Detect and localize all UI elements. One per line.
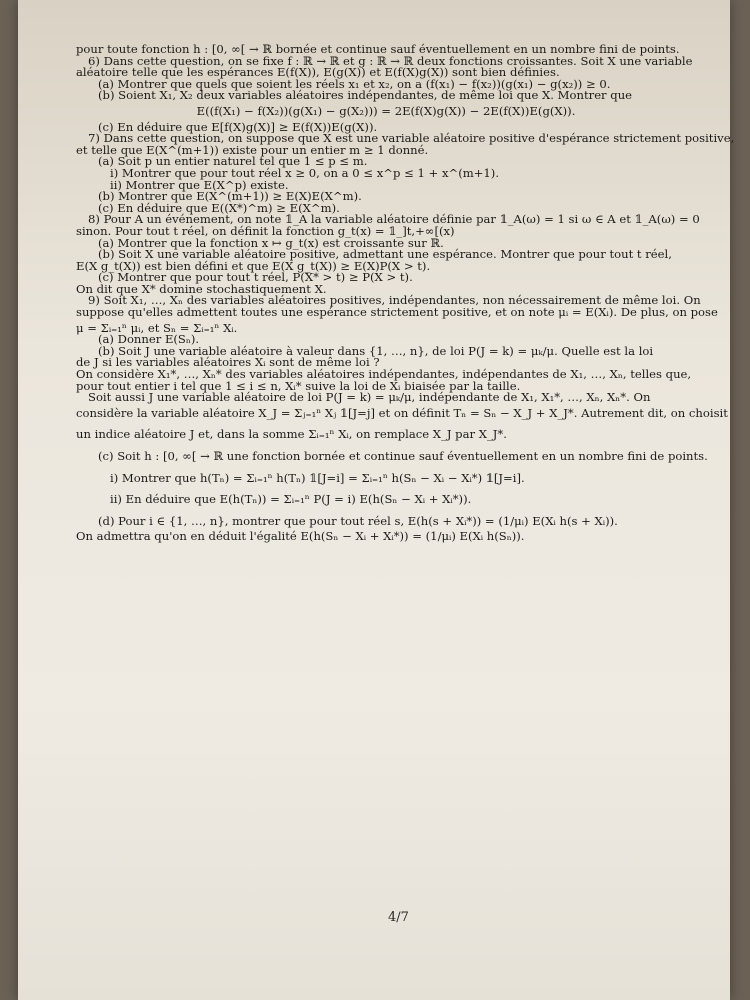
text-line: On admettra qu'on en déduit l'égalité E(h(Sₙ − Xᵢ + Xᵢ*)) = (1/μᵢ) E(Xᵢ h(Sₙ)). [76,529,525,544]
question-8: 8) Pour A un événement, on note 𝟙_A la variable aléatoire définie par 𝟙_A(ω) = 1 si ω ∈ A et 𝟙_A(ω) = 0 [88,212,700,227]
document-body [76,42,735,544]
text-line: sinon. Pour tout t réel, on définit la fonction g_t(x) = 𝟙_]t,+∞[(x) [76,223,455,238]
paper-sheet [18,0,735,1000]
text-line: aléatoire telle que les espérances E(f(X)), E(g(X)) et E(f(X)g(X)) sont bien définies. [76,65,560,80]
text-line: de J si les variables aléatoires Xᵢ sont de même loi ? [76,355,380,370]
question-8c: (c) Montrer que pour tout t réel, P(X* > t) ≥ P(X > t). [98,270,413,285]
text-line: suppose qu'elles admettent toutes une espérance strictement positive, et on note μᵢ = E(Xᵢ). De plus, on pose [76,305,718,320]
question-6: 6) Dans cette question, on se fixe f : ℝ → ℝ et g : ℝ → ℝ deux fonctions croissantes. Soit X une variable [88,53,693,68]
question-9c-i: i) Montrer que h(Tₙ) = Σᵢ₌₁ⁿ h(Tₙ) 𝟙[J=i] = Σᵢ₌₁ⁿ h(Sₙ − Xᵢ − Xᵢ*) 𝟙[J=i]. [110,470,525,485]
question-9b: (b) Soit J une variable aléatoire à valeur dans {1, …, n}, de loi P(J = k) = μₖ/μ. Quelle est la loi [98,343,654,358]
text-line: E(X g_t(X)) est bien défini et que E(X g_t(X)) ≥ E(X)P(X > t). [76,258,431,273]
text-line: On considère X₁*, …, Xₙ* des variables aléatoires indépendantes, indépendantes de X₁, …, Xₙ, telles que, [76,367,692,382]
question-8a: (a) Montrer que la fonction x ↦ g_t(x) est croissante sur ℝ. [98,235,444,250]
text-line: Soit aussi J une variable aléatoire de loi P(J = k) = μₖ/μ, indépendante de X₁, X₁*, …, Xₙ, Xₙ*. On [88,390,651,405]
text-line: On dit que X* domine stochastiquement X. [76,281,327,296]
text-line: un indice aléatoire J et, dans la somme Σᵢ₌₁ⁿ Xᵢ, on remplace X_J par X_J*. [76,427,507,442]
question-9d: (d) Pour i ∈ {1, …, n}, montrer que pour tout réel s, E(h(s + Xᵢ*)) = (1/μᵢ) E(Xᵢ h(s + Xᵢ)). [98,513,618,528]
question-9c: (c) Soit h : [0, ∞[ → ℝ une fonction bornée et continue sauf éventuellement en un nombre fini de points. [98,449,708,463]
question-7a-i: i) Montrer que pour tout réel x ≥ 0, on a 0 ≤ x^p ≤ 1 + x^(m+1). [110,165,500,180]
text-line: et telle que E(X^(m+1)) existe pour un entier m ≥ 1 donné. [76,142,429,157]
question-9a: (a) Donner E(Sₙ). [98,332,200,347]
question-6c: (c) En déduire que E[f(X)g(X)] ≥ E(f(X))E(g(X)). [98,119,378,134]
question-7a: (a) Soit p un entier naturel tel que 1 ≤ p ≤ m. [98,154,368,169]
question-7a-ii: ii) Montrer que E(X^p) existe. [110,177,289,192]
equation: μ = Σᵢ₌₁ⁿ μᵢ, et Sₙ = Σᵢ₌₁ⁿ Xᵢ. [76,320,238,335]
text-line: pour toute fonction h : [0, ∞[ → ℝ bornée et continue sauf éventuellement en un nombre fini de points. [76,42,680,56]
question-7b: (b) Montrer que E(X^(m+1)) ≥ E(X)E(X^m). [98,189,362,204]
question-7c: (c) En déduire que E((X*)^m) ≥ E(X^m). [98,200,340,215]
question-8b: (b) Soit X une variable aléatoire positive, admettant une espérance. Montrer que pour tout t réel, [98,247,672,262]
equation: E((f(X₁) − f(X₂))(g(X₁) − g(X₂))) = 2E(f(X)g(X)) − 2E(f(X))E(g(X)). [196,103,576,118]
text-line: pour tout entier i tel que 1 ≤ i ≤ n, Xᵢ* suive la loi de Xᵢ biaisée par la taille. [76,378,521,393]
question-6a: (a) Montrer que quels que soient les réels x₁ et x₂, on a (f(x₁) − f(x₂))(g(x₁) − g(x₂)) ≥ 0. [98,76,611,91]
page-number: 4/7 [388,910,409,925]
question-9: 9) Soit X₁, …, Xₙ des variables aléatoires positives, indépendantes, non nécessairement de même loi. On [88,293,701,308]
question-7: 7) Dans cette question, on suppose que X est une variable aléatoire positive d'espérance strictement positive, [88,131,735,146]
text-line: considère la variable aléatoire X_J = Σⱼ₌₁ⁿ Xⱼ 𝟙[J=j] et on définit Tₙ = Sₙ − X_J + X_J*. Autrement dit, on choisit [76,405,728,420]
question-9c-ii: ii) En déduire que E(h(Tₙ)) = Σᵢ₌₁ⁿ P(J = i) E(h(Sₙ − Xᵢ + Xᵢ*)). [110,492,472,507]
question-6b: (b) Soient X₁, X₂ deux variables aléatoires indépendantes, de même loi que X. Montrer que [98,88,633,103]
